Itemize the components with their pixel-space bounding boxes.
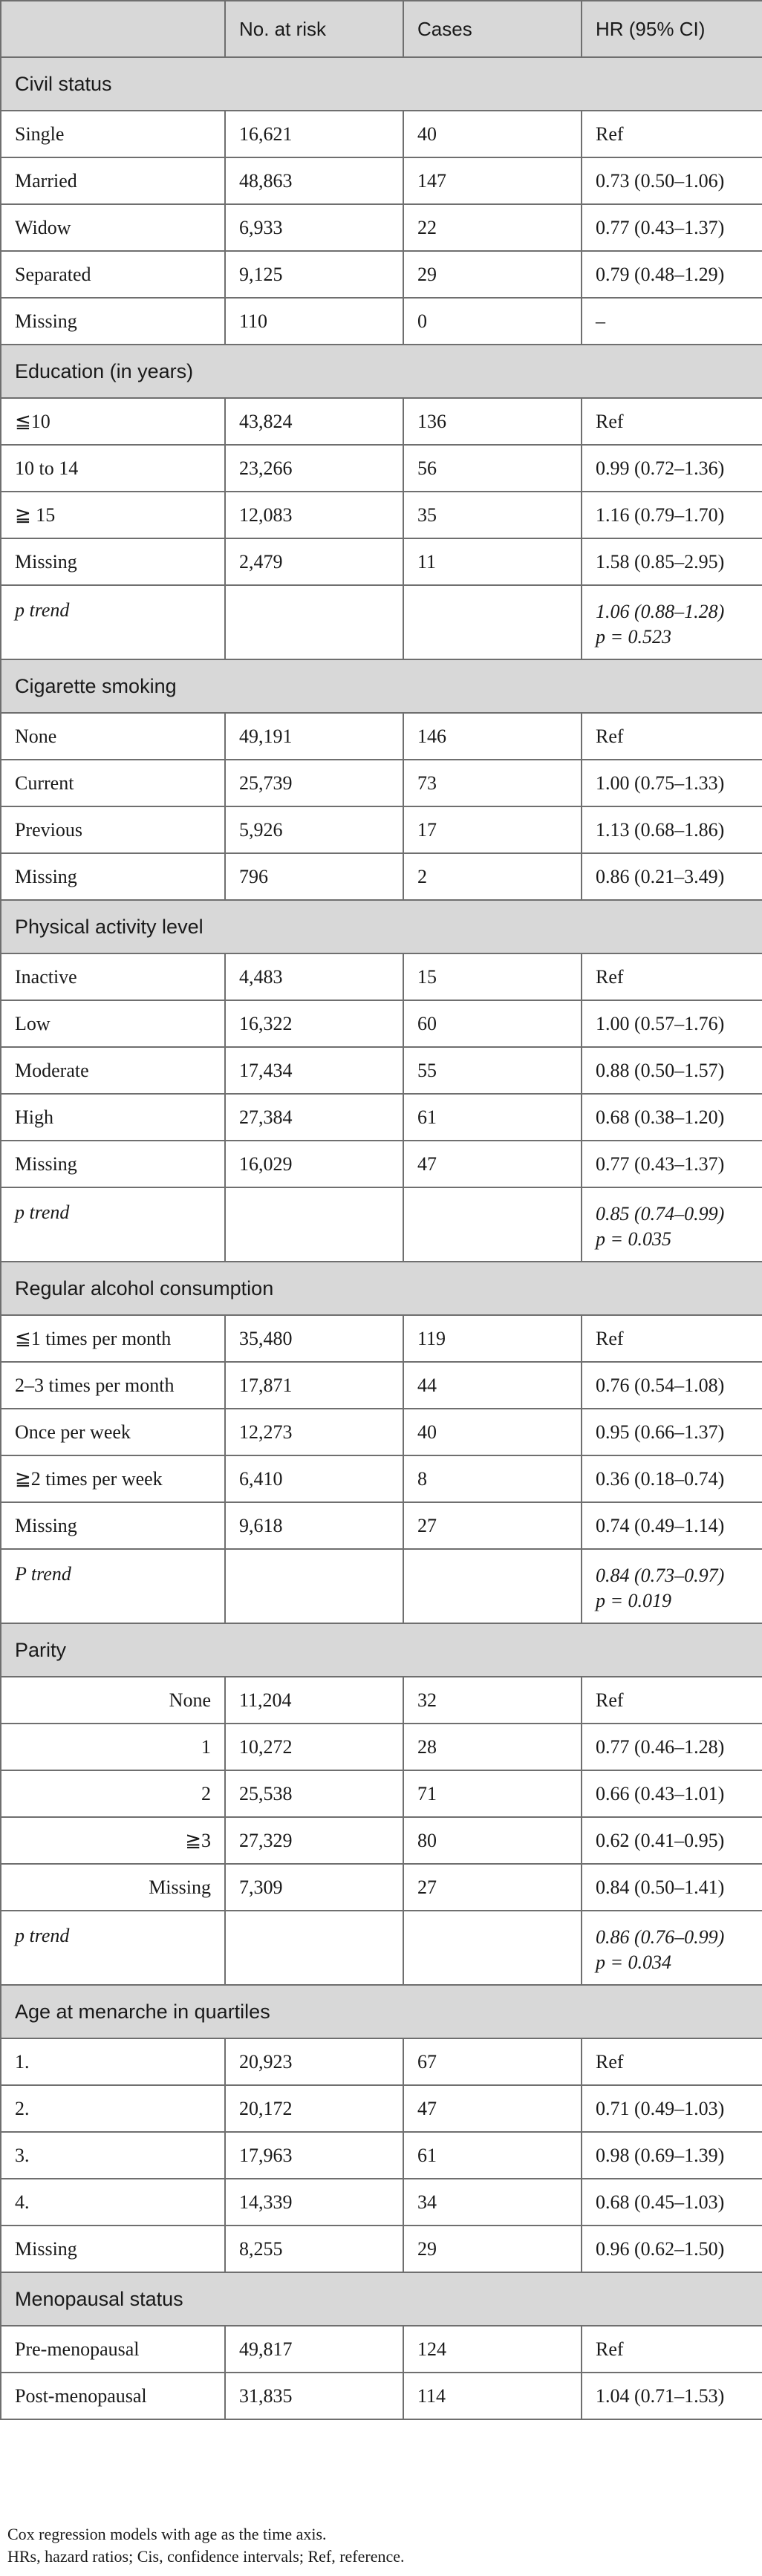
table-row [1,1362,762,1409]
cell-hr: 0.96 (0.62–1.50) [582,2226,762,2272]
cell-hr: 0.84 (0.50–1.41) [582,1864,762,1911]
cell-hr: Ref [582,398,762,445]
trend-empty-cell [403,1187,582,1262]
trend-hr: 0.86 (0.76–0.99) [596,1926,725,1948]
row-label: Inactive [1,953,225,1000]
table-body [1,57,762,2419]
cell-at-risk: 16,029 [225,1141,403,1187]
cell-cases: 119 [403,1315,582,1362]
row-label: None [1,1677,225,1724]
row-label: Single [1,111,225,157]
cell-hr: 0.66 (0.43–1.01) [582,1770,762,1817]
cell-cases: 146 [403,713,582,760]
table-row [1,2373,762,2419]
cell-hr: 0.95 (0.66–1.37) [582,1409,762,1455]
cell-at-risk: 27,329 [225,1817,403,1864]
table-row [1,760,762,806]
section-header-row [1,900,762,953]
table-row [1,251,762,298]
cell-at-risk: 49,191 [225,713,403,760]
cell-at-risk: 4,483 [225,953,403,1000]
row-label: 10 to 14 [1,445,225,492]
cell-at-risk: 17,963 [225,2132,403,2179]
cell-cases: 11 [403,538,582,585]
row-label: 1 [1,1724,225,1770]
cell-hr: 0.77 (0.43–1.37) [582,1141,762,1187]
row-label: ≧ 15 [1,492,225,538]
cell-cases: 22 [403,204,582,251]
section-header-row [1,1985,762,2038]
cell-at-risk: 796 [225,853,403,900]
trend-hr-cell [582,585,762,659]
cell-cases: 40 [403,1409,582,1455]
row-label: Current [1,760,225,806]
cell-at-risk: 12,083 [225,492,403,538]
section-header-row [1,1262,762,1315]
cell-cases: 15 [403,953,582,1000]
cell-at-risk: 6,933 [225,204,403,251]
row-label: Separated [1,251,225,298]
trend-empty-cell [225,1911,403,1985]
cell-cases: 61 [403,2132,582,2179]
cell-at-risk: 11,204 [225,1677,403,1724]
cell-hr: – [582,298,762,345]
row-label: ≦10 [1,398,225,445]
row-label: 2. [1,2085,225,2132]
cell-at-risk: 20,172 [225,2085,403,2132]
trend-empty-cell [225,1549,403,1623]
header-cell-cases: Cases [403,1,582,57]
table-row [1,806,762,853]
trend-hr: 0.84 (0.73–0.97) [596,1565,725,1586]
cell-hr: 1.16 (0.79–1.70) [582,492,762,538]
row-label: Missing [1,538,225,585]
table-row [1,713,762,760]
table-row [1,445,762,492]
cell-at-risk: 25,739 [225,760,403,806]
trend-hr: 1.06 (0.88–1.28) [596,601,725,622]
footnote: Cox regression models with age as the time axis. [7,2525,327,2543]
trend-hr-cell [582,1911,762,1985]
cell-cases: 32 [403,1677,582,1724]
header-cell-hr: HR (95% CI) [582,1,762,57]
trend-p-value: p = 0.035 [596,1228,672,1250]
section-title: Menopausal status [1,2272,762,2326]
cell-cases: 27 [403,1864,582,1911]
row-label: Post-menopausal [1,2373,225,2419]
trend-label: p trend [1,1187,225,1262]
row-label: Pre-menopausal [1,2326,225,2373]
trend-empty-cell [403,1549,582,1623]
cell-cases: 60 [403,1000,582,1047]
section-title: Age at menarche in quartiles [1,1985,762,2038]
cell-hr: 1.58 (0.85–2.95) [582,538,762,585]
table-row [1,1047,762,1094]
footnote: HRs, hazard ratios; Cis, confidence intervals; Ref, reference. [7,2547,405,2566]
cell-at-risk: 110 [225,298,403,345]
section-header-row [1,57,762,111]
section-title: Civil status [1,57,762,111]
cell-hr: 1.13 (0.68–1.86) [582,806,762,853]
table-row [1,1141,762,1187]
cell-hr: 1.00 (0.57–1.76) [582,1000,762,1047]
row-label: Missing [1,1502,225,1549]
trend-hr: 0.85 (0.74–0.99) [596,1203,725,1225]
cell-hr: 0.76 (0.54–1.08) [582,1362,762,1409]
trend-row [1,1549,762,1623]
cell-hr: 0.77 (0.43–1.37) [582,204,762,251]
trend-p-value: p = 0.523 [596,626,672,648]
cell-at-risk: 25,538 [225,1770,403,1817]
row-label: None [1,713,225,760]
row-label: 1. [1,2038,225,2085]
cell-at-risk: 17,434 [225,1047,403,1094]
cell-cases: 61 [403,1094,582,1141]
section-title: Cigarette smoking [1,659,762,713]
cell-at-risk: 7,309 [225,1864,403,1911]
cell-at-risk: 27,384 [225,1094,403,1141]
header-row [1,1,762,57]
trend-p-value: p = 0.019 [596,1590,672,1611]
cell-at-risk: 16,322 [225,1000,403,1047]
row-label: 2–3 times per month [1,1362,225,1409]
cell-cases: 73 [403,760,582,806]
cell-hr: Ref [582,953,762,1000]
cell-at-risk: 17,871 [225,1362,403,1409]
cell-hr: 0.86 (0.21–3.49) [582,853,762,900]
cell-cases: 27 [403,1502,582,1549]
cell-hr: 0.68 (0.45–1.03) [582,2179,762,2226]
table-row [1,953,762,1000]
cell-cases: 124 [403,2326,582,2373]
table-row [1,1094,762,1141]
table-row [1,204,762,251]
cell-cases: 8 [403,1455,582,1502]
cell-hr: 0.68 (0.38–1.20) [582,1094,762,1141]
trend-empty-cell [225,585,403,659]
table-row [1,1315,762,1362]
cell-hr: 0.99 (0.72–1.36) [582,445,762,492]
cell-hr: 0.98 (0.69–1.39) [582,2132,762,2179]
table-row [1,1864,762,1911]
cell-at-risk: 10,272 [225,1724,403,1770]
cell-hr: 1.00 (0.75–1.33) [582,760,762,806]
cell-hr: Ref [582,1677,762,1724]
row-label: Previous [1,806,225,853]
row-label: ≦1 times per month [1,1315,225,1362]
table-row [1,2038,762,2085]
row-label: 4. [1,2179,225,2226]
cell-hr: Ref [582,2326,762,2373]
row-label: 3. [1,2132,225,2179]
cell-cases: 67 [403,2038,582,2085]
cell-hr: 0.71 (0.49–1.03) [582,2085,762,2132]
table-row [1,1409,762,1455]
section-title: Parity [1,1623,762,1677]
trend-label: p trend [1,585,225,659]
cell-hr: 0.77 (0.46–1.28) [582,1724,762,1770]
cell-at-risk: 8,255 [225,2226,403,2272]
trend-row [1,1911,762,1985]
cell-cases: 114 [403,2373,582,2419]
table-row [1,1502,762,1549]
row-label: ≧2 times per week [1,1455,225,1502]
row-label: Once per week [1,1409,225,1455]
row-label: Missing [1,298,225,345]
cell-at-risk: 43,824 [225,398,403,445]
row-label: ≧3 [1,1817,225,1864]
cell-hr: 1.04 (0.71–1.53) [582,2373,762,2419]
cell-at-risk: 9,618 [225,1502,403,1549]
cell-cases: 34 [403,2179,582,2226]
cell-cases: 55 [403,1047,582,1094]
table-row [1,492,762,538]
table-row [1,2085,762,2132]
table-row [1,538,762,585]
cell-hr: 0.88 (0.50–1.57) [582,1047,762,1094]
trend-hr-cell [582,1187,762,1262]
row-label: Married [1,157,225,204]
cell-cases: 29 [403,251,582,298]
cell-cases: 47 [403,1141,582,1187]
cell-at-risk: 12,273 [225,1409,403,1455]
trend-hr-cell [582,1549,762,1623]
table-row [1,2226,762,2272]
trend-empty-cell [225,1187,403,1262]
row-label: 2 [1,1770,225,1817]
cell-cases: 47 [403,2085,582,2132]
cell-at-risk: 5,926 [225,806,403,853]
cell-cases: 35 [403,492,582,538]
section-title: Physical activity level [1,900,762,953]
cell-hr: 0.74 (0.49–1.14) [582,1502,762,1549]
cell-at-risk: 49,817 [225,2326,403,2373]
table-footnotes [7,2523,405,2568]
trend-label: p trend [1,1911,225,1985]
table-row [1,1455,762,1502]
section-title: Education (in years) [1,345,762,398]
section-header-row [1,2272,762,2326]
cell-hr: 0.73 (0.50–1.06) [582,157,762,204]
cell-hr: Ref [582,713,762,760]
cell-hr: Ref [582,1315,762,1362]
header-cell-at-risk: No. at risk [225,1,403,57]
cell-cases: 29 [403,2226,582,2272]
row-label: Moderate [1,1047,225,1094]
cell-cases: 136 [403,398,582,445]
table-row [1,853,762,900]
cell-hr: Ref [582,2038,762,2085]
row-label: Missing [1,1864,225,1911]
table-row [1,1770,762,1817]
cell-cases: 17 [403,806,582,853]
cell-cases: 80 [403,1817,582,1864]
row-label: Missing [1,1141,225,1187]
table-row [1,1817,762,1864]
trend-label: P trend [1,1549,225,1623]
row-label: Widow [1,204,225,251]
row-label: High [1,1094,225,1141]
cell-cases: 147 [403,157,582,204]
table-row [1,2132,762,2179]
cell-cases: 44 [403,1362,582,1409]
trend-row [1,585,762,659]
table-row [1,157,762,204]
row-label: Low [1,1000,225,1047]
cell-at-risk: 48,863 [225,157,403,204]
cell-cases: 56 [403,445,582,492]
cell-at-risk: 35,480 [225,1315,403,1362]
cell-at-risk: 31,835 [225,2373,403,2419]
section-title: Regular alcohol consumption [1,1262,762,1315]
table-row [1,2179,762,2226]
cell-at-risk: 16,621 [225,111,403,157]
trend-empty-cell [403,1911,582,1985]
cell-cases: 40 [403,111,582,157]
section-header-row [1,659,762,713]
table-row [1,2326,762,2373]
section-header-row [1,1623,762,1677]
cell-cases: 28 [403,1724,582,1770]
trend-p-value: p = 0.034 [596,1951,672,1973]
table-row [1,1724,762,1770]
row-label: Missing [1,853,225,900]
cell-at-risk: 9,125 [225,251,403,298]
table-row [1,298,762,345]
row-label: Missing [1,2226,225,2272]
cell-cases: 71 [403,1770,582,1817]
trend-empty-cell [403,585,582,659]
cell-cases: 0 [403,298,582,345]
cell-at-risk: 6,410 [225,1455,403,1502]
header-cell-variable [1,1,225,57]
cell-hr: 0.79 (0.48–1.29) [582,251,762,298]
cell-hr: Ref [582,111,762,157]
cell-at-risk: 2,479 [225,538,403,585]
cell-at-risk: 20,923 [225,2038,403,2085]
table-row [1,1000,762,1047]
table-row [1,1677,762,1724]
table-row [1,398,762,445]
trend-row [1,1187,762,1262]
section-header-row [1,345,762,398]
cell-at-risk: 14,339 [225,2179,403,2226]
cell-cases: 2 [403,853,582,900]
cell-hr: 0.62 (0.41–0.95) [582,1817,762,1864]
cell-hr: 0.36 (0.18–0.74) [582,1455,762,1502]
cell-at-risk: 23,266 [225,445,403,492]
table-row [1,111,762,157]
